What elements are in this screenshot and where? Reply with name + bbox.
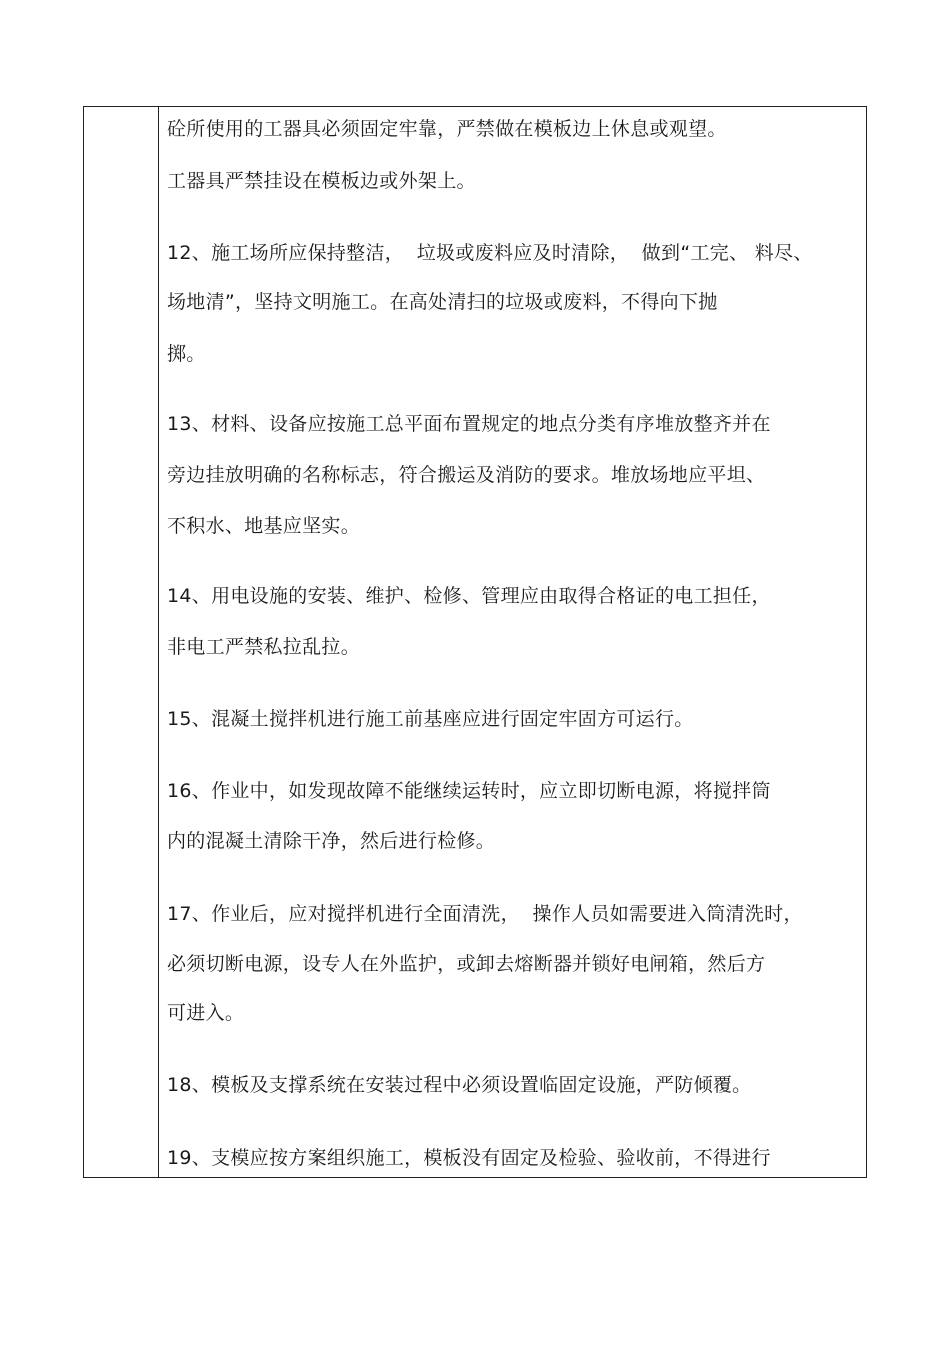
text-line: 工器具严禁挂设在模板边或外架上。 (167, 170, 476, 192)
text-line: 场地清”，坚持文明施工。在高处清扫的垃圾或废料，不得向下抛 (167, 291, 718, 313)
text-line: 15、混凝土搅拌机进行施工前基座应进行固定牢固方可运行。 (167, 708, 694, 730)
text-line: 必须切断电源，设专人在外监护，或卸去熔断器并锁好电闸箱，然后方 (167, 953, 766, 975)
text-line: 18、模板及支撑系统在安装过程中必须设置临固定设施，严防倾覆。 (167, 1074, 752, 1096)
text-line: 13、材料、设备应按施工总平面布置规定的地点分类有序堆放整齐并在 (167, 413, 771, 435)
text-line: 掷。 (167, 343, 206, 365)
document-table (83, 106, 867, 1178)
table-content-cell (159, 107, 866, 1177)
text-line: 16、作业中，如发现故障不能继续运转时，应立即切断电源，将搅拌筒 (167, 780, 771, 802)
text-line: 不积水、地基应坚实。 (167, 515, 361, 537)
text-line: 12、施工场所应保持整洁， 垃圾或废料应及时清除， 做到“工完、 料尽、 (167, 242, 813, 264)
text-line: 内的混凝土清除干净，然后进行检修。 (167, 830, 496, 852)
text-line: 17、作业后，应对搅拌机进行全面清洗， 操作人员如需要进入筒清洗时， (167, 903, 803, 925)
text-line: 14、用电设施的安装、维护、检修、管理应由取得合格证的电工担任， (167, 585, 771, 607)
table-left-cell (84, 107, 159, 1177)
text-line: 非电工严禁私拉乱拉。 (167, 636, 361, 658)
text-line: 19、支模应按方案组织施工，模板没有固定及检验、验收前，不得进行 (167, 1147, 771, 1169)
text-line: 砼所使用的工器具必须固定牢靠，严禁做在模板边上休息或观望。 (167, 118, 727, 140)
text-line: 旁边挂放明确的名称标志，符合搬运及消防的要求。堆放场地应平坦、 (167, 464, 766, 486)
text-line: 可进入。 (167, 1002, 245, 1024)
